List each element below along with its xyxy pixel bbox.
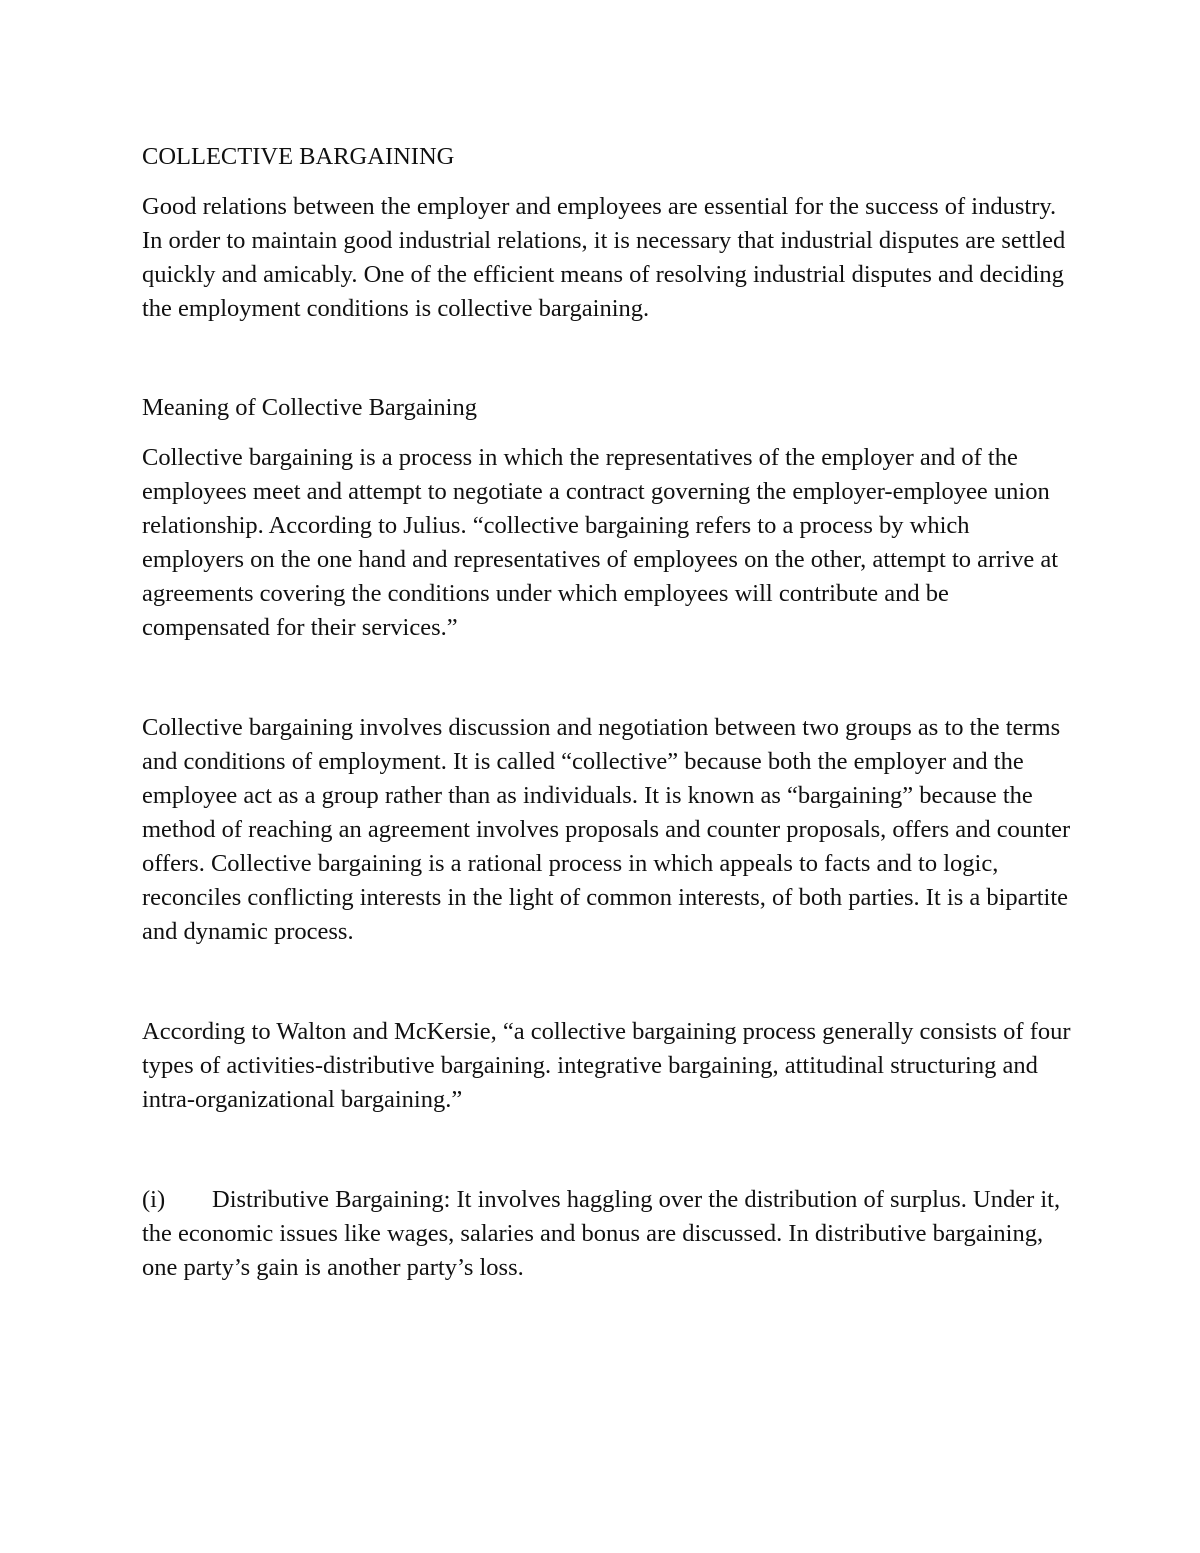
document-body bbox=[142, 140, 1072, 1285]
walton-paragraph: According to Walton and McKersie, “a collective bargaining process generally consists of four types of activities-distributive bargaining. integrative bargaining, attitudinal structuring and intra-organizational bargaining.” bbox=[142, 1018, 1071, 1113]
list-item-marker: (i) bbox=[142, 1186, 166, 1213]
meaning-paragraph: Collective bargaining is a process in which the representatives of the employer and of the employees meet and attempt to negotiate a contract governing the employer-employee union relationship. According to Julius. “collective bargaining refers to a process by which employers on the one hand and representatives of employees on the other, attempt to arrive at agreements covering the conditions under which employees will contribute and be compensated for their services.” bbox=[142, 444, 1059, 641]
intro-paragraph: Good relations between the employer and employees are essential for the success of industry. In order to maintain good industrial relations, it is necessary that industrial disputes are settled quickly and amicably. One of the efficient means of resolving industrial disputes and deciding the employment conditions is collective bargaining. bbox=[142, 193, 1066, 322]
list-item-text: Distributive Bargaining: It involves haggling over the distribution of surplus. Under it, the economic issues like wages, salaries and bonus are discussed. In distributive bargaining, one party’s gain is another party’s loss. bbox=[142, 1186, 1061, 1281]
meaning-heading: Meaning of Collective Bargaining bbox=[142, 394, 477, 421]
involves-paragraph: Collective bargaining involves discussion and negotiation between two groups as to the terms and conditions of employment. It is called “collective” because both the employer and the employee act as a group rather than as individuals. It is known as “bargaining” because the method of reaching an agreement involves proposals and counter proposals, offers and counter offers. Collective bargaining is a rational process in which appeals to facts and to logic, reconciles conflicting interests in the light of common interests, of both parties. It is a bipartite and dynamic process. bbox=[142, 714, 1071, 945]
document-title: COLLECTIVE BARGAINING bbox=[142, 143, 455, 170]
list-item-distributive bbox=[142, 1183, 1072, 1285]
